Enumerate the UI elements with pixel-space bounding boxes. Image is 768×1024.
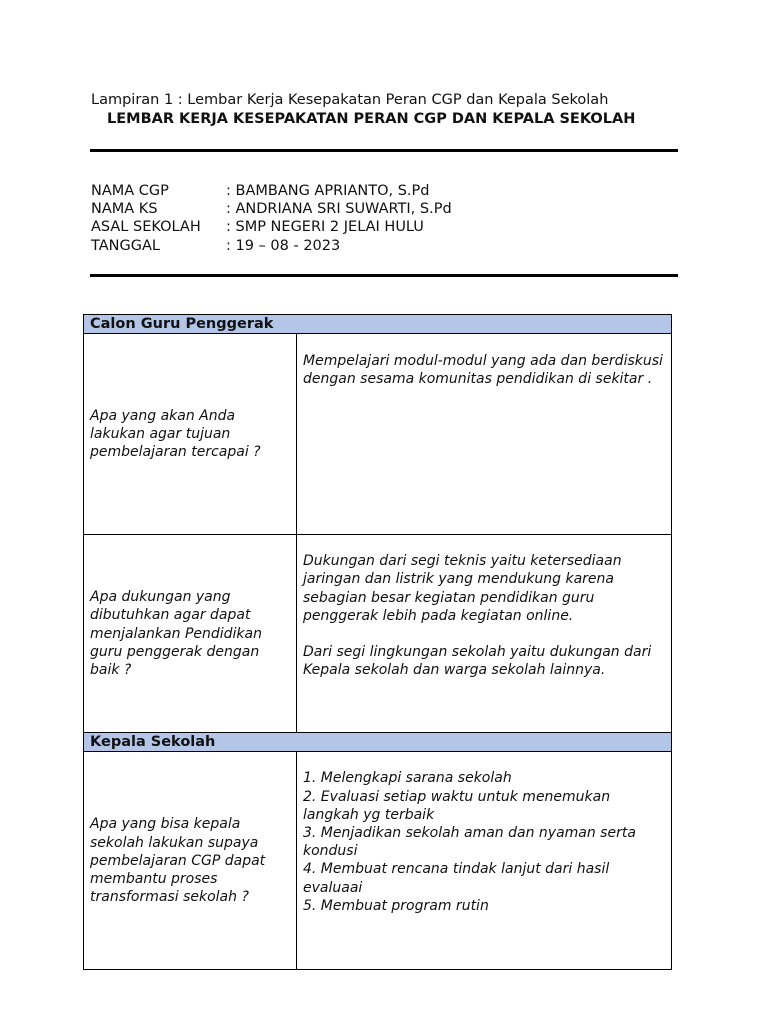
table-row (84, 535, 672, 733)
info-value: : ANDRIANA SRI SUWARTI, S.Pd (226, 201, 452, 218)
section-header-cgp (84, 315, 672, 334)
info-label: TANGGAL (91, 237, 160, 254)
list-item: 5. Membuat program rutin (303, 897, 489, 914)
list-item: 1. Melengkapi sarana sekolah (303, 770, 512, 787)
divider-top (90, 149, 678, 152)
section-title: Calon Guru Penggerak (84, 315, 672, 334)
identity-block (91, 182, 452, 255)
info-row-tanggal (91, 237, 452, 255)
section-title: Kepala Sekolah (84, 733, 672, 752)
answer-paragraph: Dukungan dari segi teknis yaitu ketersediaan jaringan dan listrik yang mendukung karena sebagian besar kegiatan pendidikan guru penggerak lebih pada kegiatan online. (303, 553, 622, 624)
info-value: : SMP NEGERI 2 JELAI HULU (226, 219, 424, 236)
agreement-table (83, 314, 672, 970)
info-label: NAMA KS (91, 201, 158, 218)
section-header-ks (84, 733, 672, 752)
list-item: 3. Menjadikan sekolah aman dan nyaman serta kondusi (303, 825, 636, 860)
document-title: LEMBAR KERJA KESEPAKATAN PERAN CGP DAN KEPALA SEKOLAH (107, 111, 636, 127)
question-cell: Apa yang akan Anda lakukan agar tujuan pembelajaran tercapai ? (84, 334, 297, 535)
table-row (84, 752, 672, 970)
answer-paragraph: Dari segi lingkungan sekolah yaitu dukungan dari Kepala sekolah dan warga sekolah lainnya. (303, 644, 652, 679)
attachment-label: Lampiran 1 : Lembar Kerja Kesepakatan Peran CGP dan Kepala Sekolah (91, 92, 609, 108)
info-row-nama-ks (91, 200, 452, 218)
question-cell: Apa dukungan yang dibutuhkan agar dapat menjalankan Pendidikan guru penggerak dengan baik ? (84, 535, 297, 733)
question-cell: Apa yang bisa kepala sekolah lakukan supaya pembelajaran CGP dapat membantu proses transformasi sekolah ? (84, 752, 297, 970)
answer-cell (297, 752, 672, 970)
info-row-asal-sekolah (91, 218, 452, 236)
table-row (84, 334, 672, 535)
paragraph-gap (303, 625, 665, 643)
list-item: 4. Membuat rencana tindak lanjut dari hasil evaluaai (303, 861, 610, 896)
list-item: 2. Evaluasi setiap waktu untuk menemukan langkah yg terbaik (303, 788, 611, 823)
answer-cell (297, 535, 672, 733)
divider-bottom (90, 274, 678, 277)
info-value: : BAMBANG APRIANTO, S.Pd (226, 183, 430, 199)
info-label: NAMA CGP (91, 183, 169, 199)
info-row-nama-cgp (91, 182, 452, 200)
answer-cell: Mempelajari modul-modul yang ada dan berdiskusi dengan sesama komunitas pendidikan di sekitar . (297, 334, 672, 535)
info-value: : 19 – 08 - 2023 (226, 237, 341, 254)
info-label: ASAL SEKOLAH (91, 219, 201, 236)
